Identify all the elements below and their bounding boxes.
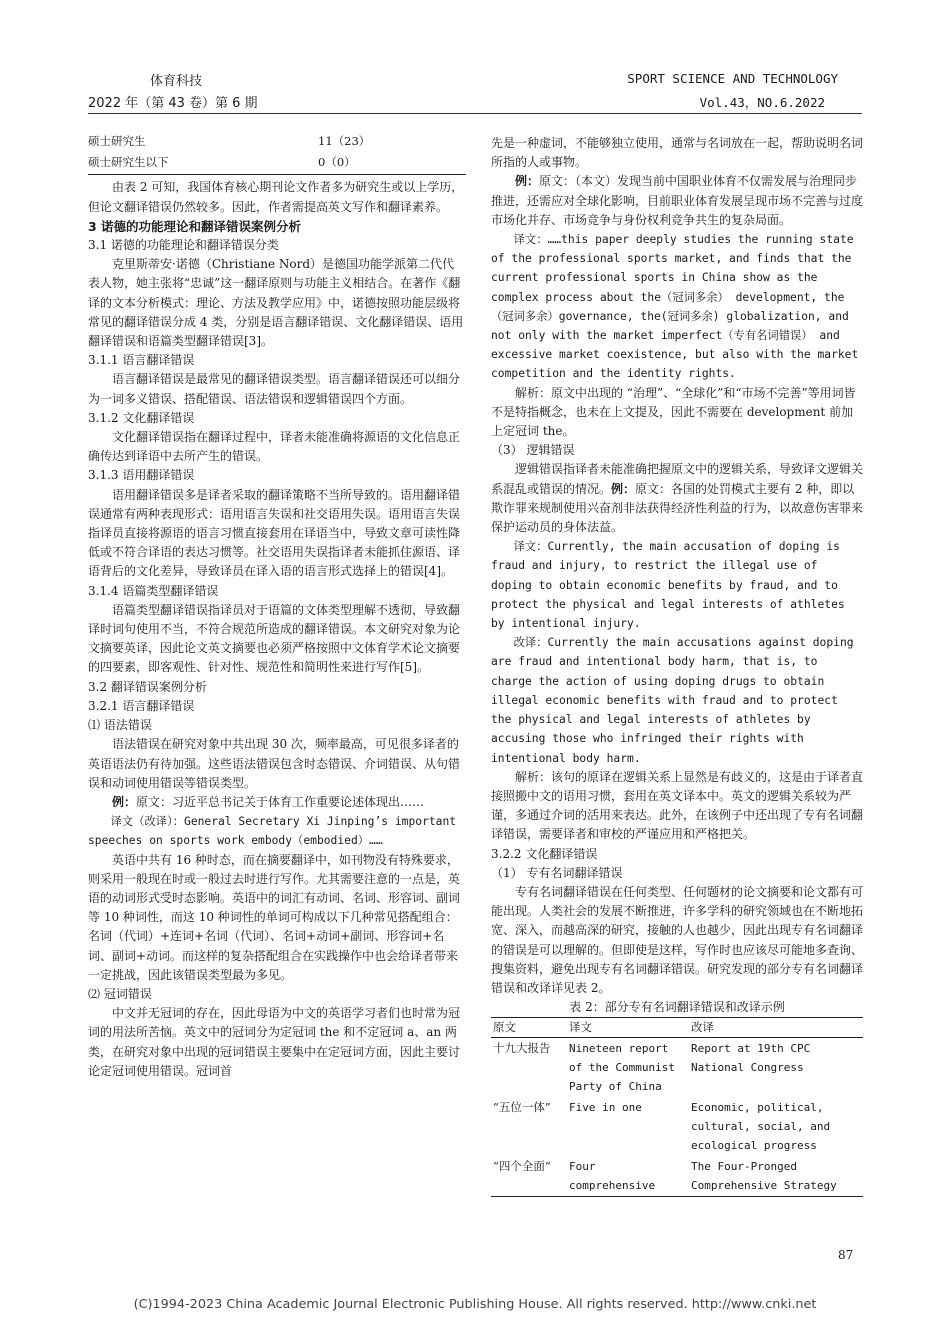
paragraph: 语法错误在研究对象中共出现 30 次，频率最高，可见很多译者的英语语法仍有待加强。这些语法错误包含时态错误、介词错误、从句错误和动词使用错误等错误类型。: [88, 737, 461, 790]
issue-cn: 2022 年（第 43 卷）第 6 期: [88, 96, 258, 111]
translation: 译文：……this paper deeply studies the running state of the professional sports market, and finds that the current professional sports in China show as the complex process about the（冠词多余） development, the（冠词多余）governance, the(冠词多余) globalization, and not only with the market imperfect（专有名词错误） and excessive market coexistence, but also with the market competition and the identity rights.: [491, 233, 859, 381]
sub-item-heading: （3） 逻辑错误: [491, 443, 575, 458]
table-cell: 硕士研究生以下: [88, 153, 318, 175]
table-row: [491, 1038, 863, 1098]
analysis: 解析：原文中出现的 “治理”、“全球化”和“市场不完善”等用词皆不是特指概念，也未在上文提及，因此不需要在 development 前加上定冠词 the。: [491, 385, 856, 439]
table-row: [88, 153, 466, 175]
table-header: 改译: [689, 1018, 863, 1038]
table-cell: Nineteen report of the Communist Party of China: [569, 1042, 675, 1094]
table-header: 译文: [567, 1018, 689, 1038]
left-column: [88, 132, 466, 1081]
table-cell: Four comprehensive: [567, 1156, 689, 1197]
table-cell: 11（23）: [318, 134, 371, 148]
issue-en: Vol.43，NO.6.2022: [699, 95, 825, 110]
table-cell: The Four-Pronged Comprehensive Strategy: [689, 1156, 863, 1197]
table-cell: “四个全面”: [491, 1156, 567, 1197]
table-cell: 硕士研究生: [88, 134, 146, 148]
subsection-heading: 3.1.2 文化翻译错误: [88, 410, 195, 425]
table2: [491, 1017, 863, 1197]
paragraph: [491, 460, 863, 537]
analysis: 解析：该句的原译在逻辑关系上显然是有歧义的，这是由于译者直接照搬中文的语用习惯，套用在英文译本中。英文的逻辑关系较为严谨，多通过介词的活用来表达。此外，在该例子中还出现了专有名词翻译错误，需要译者和审校的严谨应用和严格把关。: [491, 769, 864, 842]
table-cell: “五位一体”: [493, 1100, 551, 1115]
sub-item-heading: （1） 专有名词翻译错误: [491, 865, 623, 880]
subsection-heading: 3.2.1 语言翻译错误: [88, 698, 195, 713]
subsection-heading: 3.1.3 语用翻译错误: [88, 468, 195, 483]
copyright-footer: (C)1994-2023 China Academic Journal Electronic Publishing House. All rights reserved. http://www.cnki.net: [133, 1297, 817, 1312]
paragraph: 克里斯蒂安·诺德（Christiane Nord）是德国功能学派第二代代表人物，她主张将“忠诚”这一翻译原则与功能主义相结合。在著作《翻译的文本分析模式：理论、方法及教学应用》中，诺德按照功能层级将常见的翻译错误分成 4 类，分别是语言翻译错误、文化翻译错误、语用翻译错误和语篇类型翻译错误[3]。: [88, 257, 464, 349]
table-header: 原文: [491, 1018, 567, 1038]
translation: 译文：Currently, the main accusation of doping is fraud and injury, to restrict the illegal use of doping to obtain economic benefits by fraud, and to protect the physical and legal interests of athletes by intentional injury.: [491, 540, 845, 631]
paragraph: 中文并无冠词的存在，因此母语为中文的英语学习者们也时常为冠词的用法所苦恼。英文中的冠词分为定冠词 the 和不定冠词 a、an 两类，在研究对象中出现的冠词错误主要集中在定冠词方面，因此主要讨论定冠词使用错误。冠词首: [88, 1006, 461, 1078]
example-label: 例：: [515, 174, 540, 189]
paragraph: 专有名词翻译错误在任何类型、任何题材的论文摘要和论文都有可能出现。人类社会的发展不断推进，许多学科的研究领域也在不断地拓宽、深入，而越高深的研究，接触的人也越少，因此出现专有名词翻译的错误是可以理解的。但即使是这样，写作时也应该尽可能地多查询、搜集资料，避免出现专有名词翻译错误。研究发现的部分专有名词翻译错误和改译详见表 2。: [491, 884, 864, 995]
table-cell: Economic, political, cultural, social, and ecological progress: [691, 1101, 831, 1153]
paragraph-text: 逻辑错误指译者未能准确把握原文中的逻辑关系，导致译文逻辑关系混乱或错误的情况。: [491, 462, 864, 496]
example-label: 例：: [112, 794, 137, 809]
table1-tail: [88, 132, 466, 175]
example-text: 原文：（本文）发现当前中国职业体育不仅需发展与治理同步推进，还需应对全球化影响，目前职业体育发展呈现市场不完善与过度市场化并存、市场竞争与身份权利竞争共生的复杂局面。: [491, 174, 864, 227]
table-header-row: [491, 1018, 863, 1038]
table-row: [491, 1156, 863, 1197]
paragraph: 语篇类型翻译错误指译员对于语篇的文体类型理解不透彻，导致翻译时词句使用不当，不符合规范所造成的翻译错误。本文研究对象为论文摘要英译，因此论文英文摘要也必须严格按照中文体育学术论文摘要的四要素，即客观性、针对性、规范性和简明性来进行写作[5]。: [88, 602, 461, 675]
table-cell: 十九大报告: [493, 1041, 551, 1056]
revised-translation: 改译：Currently the main accusations against doping are fraud and intentional body harm, that is, to charge the action of using doping drugs to obtain illegal economic benefits with fraud and to protect the physical and legal interests of athletes by accusing those who infringed their rights with intentional body harm.: [491, 636, 854, 765]
sub-item-heading: ⑴ 语法错误: [88, 718, 152, 733]
paragraph: 先是一种虚词，不能够独立使用，通常与名词放在一起，帮助说明名词所指的人或事物。: [491, 136, 864, 170]
paragraph: 语言翻译错误是最常见的翻译错误类型。语言翻译错误还可以细分为一词多义错误、搭配错误、语法错误和逻辑错误四个方面。: [88, 372, 461, 406]
journal-title-cn: 体育科技: [150, 74, 203, 89]
table-cell: Five in one: [569, 1101, 642, 1115]
paragraph: 由表 2 可知，我国体育核心期刊论文作者多为研究生或以上学历，但论文翻译错误仍然较多。因此，作者需提高英文写作和翻译素养。: [88, 180, 464, 214]
page-number: 87: [838, 1248, 854, 1262]
table-cell: Report at 19th CPC National Congress: [691, 1042, 811, 1075]
subsection-heading: 3.2.2 文化翻译错误: [491, 846, 598, 861]
table-row: [491, 1097, 863, 1156]
subsection-heading: 3.2 翻译错误案例分析: [88, 679, 207, 694]
table-caption: 表 2：部分专有名词翻译错误和改译示例: [569, 1000, 785, 1015]
translation: 译文（改译）：General Secretary Xi Jinping’s important speeches on sports work embody（embodied）……: [88, 815, 457, 848]
journal-title-en: SPORT SCIENCE AND TECHNOLOGY: [627, 71, 838, 86]
subsection-heading: 3.1.4 语篇类型翻译错误: [88, 583, 219, 598]
example: [88, 793, 466, 812]
paragraph: 英语中共有 16 种时态，而在摘要翻译中，如刊物没有特殊要求，则采用一般现在时或一般过去时进行写作。尤其需要注意的一点是，英语的动词形式受时态影响。英语中的词汇有动词、名词、形容词、副词等 10 种词性，而这 10 种词性的单词可构成以下几种常见搭配组合：名词（代词）+连词+名词（代词）、名词+动词+副词、形容词+名词、副词+动词。而这样的复杂搭配组合在实践操作中也会给译者带来一定挑战，因此该错误类型最为多见。: [88, 852, 461, 982]
example-text: 原文：各国的处罚模式主要有 2 种，即以欺诈罪来规制使用兴奋剂非法获得经济性利益的行为，以故意伤害罪来保护运动员的身体法益。: [491, 481, 864, 535]
example-label: 例：: [611, 481, 636, 496]
table-row: [88, 132, 466, 153]
example: [491, 172, 863, 230]
table-cell: 0（0）: [318, 153, 466, 175]
example-text: 原文：习近平总书记关于体育工作重要论述体现出……: [136, 794, 425, 809]
header-rule: [88, 113, 862, 114]
right-column: [491, 134, 863, 1197]
paragraph: 文化翻译错误指在翻译过程中，译者未能准确将源语的文化信息正确传达到译语中去所产生的错误。: [88, 430, 461, 464]
paragraph: 语用翻译错误多是译者采取的翻译策略不当所导致的。语用翻译错误通常有两种表现形式：语用语言失误和社交语用失误。语用语言失误指译员直接将源语的语言习惯直接套用在译语当中，导致文章可读性降低或不符合译语的表达习惯等。社交语用失误指译者未能抓住源语、译语背后的文化差异，导致译员在译入语的语言形式选择上的错误[4]。: [88, 487, 461, 579]
sub-item-heading: ⑵ 冠词错误: [88, 986, 152, 1001]
subsection-heading: 3.1 诺德的功能理论和翻译错误分类: [88, 238, 279, 253]
subsection-heading: 3.1.1 语言翻译错误: [88, 353, 195, 368]
section-heading: 3 诺德的功能理论和翻译错误案例分析: [88, 218, 302, 234]
